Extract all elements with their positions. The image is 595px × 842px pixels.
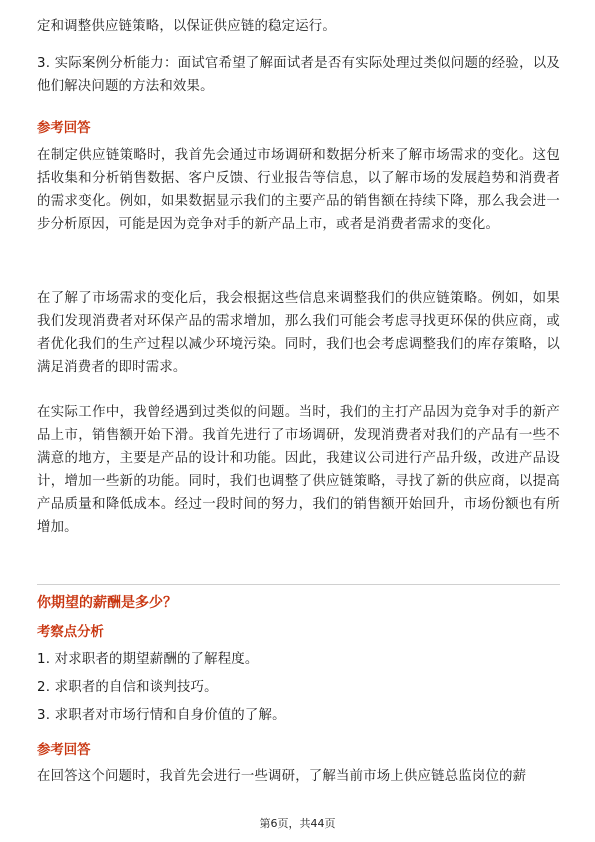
answer-paragraph: 在回答这个问题时，我首先会进行一些调研，了解当前市场上供应链总监岗位的薪 (37, 769, 527, 784)
analysis-item: 3. 求职者对市场行情和自身价值的了解。 (37, 708, 286, 723)
answer-paragraph: 在实际工作中，我曾经遇到过类似的问题。当时，我们的主打产品因为竞争对手的新产品上市，销售额开始下滑。我首先进行了市场调研，发现消费者对我们的产品有一些不满意的地方，主要是产品的设计和功能。因此，我建议公司进行产品升级，改进产品设计，增加一些新的功能。同时，我们也调整了供应链策略，寻找了新的供应商，以提高产品质量和降低成本。经过一段时间的努力，我们的销售额开始回升，市场份额也有所增加。 (37, 405, 560, 535)
analysis-item: 2. 求职者的自信和谈判技巧。 (37, 680, 218, 695)
section-divider (37, 584, 560, 585)
analysis-point-3: 3. 实际案例分析能力：面试官希望了解面试者是否有实际处理过类似问题的经验，以及他们解决问题的方法和效果。 (37, 56, 560, 94)
paragraph: 定和调整供应链策略，以保证供应链的稳定运行。 (37, 19, 336, 34)
answer-paragraph: 在制定供应链策略时，我首先会通过市场调研和数据分析来了解市场需求的变化。这包括收集和分析销售数据、客户反馈、行业报告等信息，以了解市场的发展趋势和消费者的需求变化。例如，如果数据显示我们的主要产品的销售额在持续下降，那么我会进一步分析原因，可能是因为竞争对手的新产品上市，或者是消费者需求的变化。 (37, 148, 560, 232)
analysis-label: 考察点分析 (37, 625, 104, 640)
page-number: 第6页，共44页 (259, 817, 336, 830)
question-heading: 你期望的薪酬是多少？ (37, 595, 177, 611)
reference-answer-label: 参考回答 (37, 743, 91, 758)
analysis-item: 1. 对求职者的期望薪酬的了解程度。 (37, 652, 259, 667)
reference-answer-label: 参考回答 (37, 121, 91, 136)
answer-paragraph: 在了解了市场需求的变化后，我会根据这些信息来调整我们的供应链策略。例如，如果我们发现消费者对环保产品的需求增加，那么我们可能会考虑寻找更环保的供应商，或者优化我们的生产过程以减少环境污染。同时，我们也会考虑调整我们的库存策略，以满足消费者的即时需求。 (37, 291, 560, 375)
